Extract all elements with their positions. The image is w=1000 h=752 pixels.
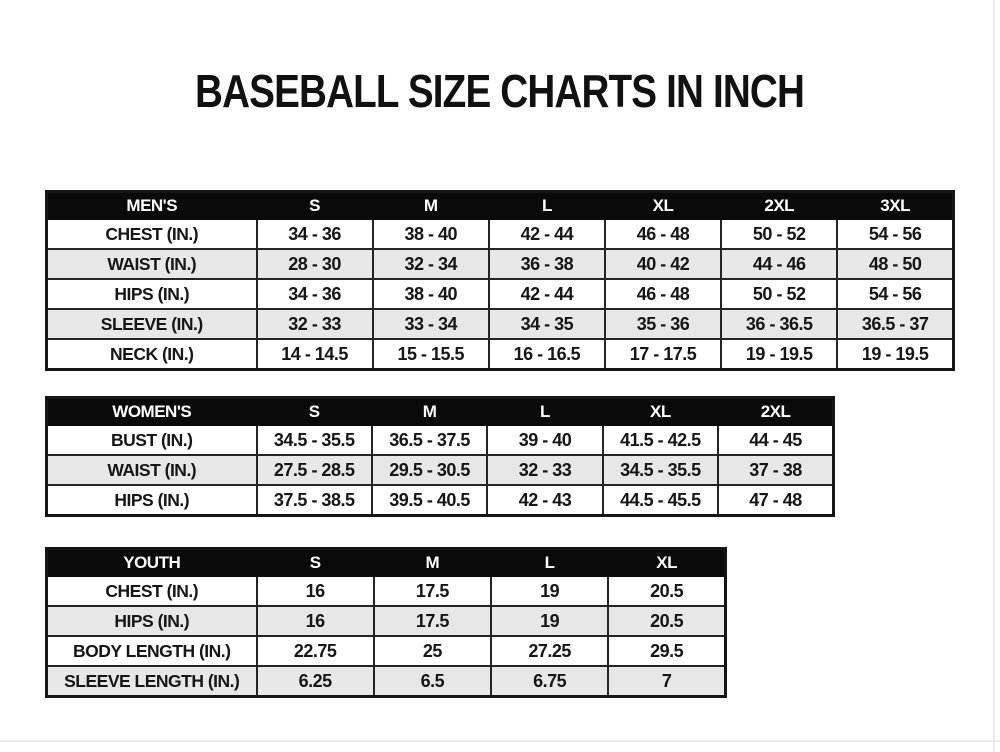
size-value-cell: 29.5 (608, 636, 725, 666)
row-label-cell: WAIST (IN.) (47, 249, 257, 279)
size-value-cell: 54 - 56 (837, 219, 953, 249)
size-value-cell: 27.5 - 28.5 (257, 455, 372, 485)
size-column-header: L (491, 549, 608, 577)
row-label-cell: CHEST (IN.) (47, 576, 257, 606)
size-value-cell: 6.25 (257, 666, 374, 697)
size-value-cell: 6.75 (491, 666, 608, 697)
size-value-cell: 17.5 (374, 576, 491, 606)
table-title-cell: YOUTH (47, 549, 257, 577)
table-row (47, 425, 834, 455)
size-value-cell: 32 - 33 (487, 455, 602, 485)
size-value-cell: 19 - 19.5 (721, 339, 837, 370)
size-value-cell: 20.5 (608, 606, 725, 636)
table-row (47, 576, 726, 606)
size-value-cell: 50 - 52 (721, 279, 837, 309)
size-value-cell: 29.5 - 30.5 (372, 455, 487, 485)
size-column-header: S (257, 549, 374, 577)
size-column-header: XL (608, 549, 725, 577)
size-value-cell: 38 - 40 (373, 219, 489, 249)
table-row (47, 666, 726, 697)
table-title-cell: MEN'S (47, 192, 257, 220)
table-row (47, 606, 726, 636)
table-row (47, 636, 726, 666)
size-value-cell: 46 - 48 (605, 219, 721, 249)
size-column-header: S (257, 192, 373, 220)
table-row (47, 249, 954, 279)
size-value-cell: 19 (491, 606, 608, 636)
size-value-cell: 17.5 (374, 606, 491, 636)
row-label-cell: BUST (IN.) (47, 425, 257, 455)
table-row (47, 219, 954, 249)
page-title-row (0, 65, 1000, 117)
size-value-cell: 37 - 38 (718, 455, 833, 485)
table-header-row (47, 549, 726, 577)
size-value-cell: 32 - 34 (373, 249, 489, 279)
size-value-cell: 36.5 - 37.5 (372, 425, 487, 455)
page-edge-line-bottom (0, 740, 1000, 742)
size-value-cell: 35 - 36 (605, 309, 721, 339)
size-column-header: L (487, 398, 602, 426)
size-value-cell: 46 - 48 (605, 279, 721, 309)
size-column-header: M (374, 549, 491, 577)
size-value-cell: 34.5 - 35.5 (603, 455, 718, 485)
size-value-cell: 37.5 - 38.5 (257, 485, 372, 516)
size-value-cell: 16 (257, 576, 374, 606)
size-value-cell: 38 - 40 (373, 279, 489, 309)
size-value-cell: 27.25 (491, 636, 608, 666)
size-value-cell: 22.75 (257, 636, 374, 666)
size-table-womens (45, 396, 835, 517)
size-value-cell: 42 - 43 (487, 485, 602, 516)
size-value-cell: 28 - 30 (257, 249, 373, 279)
size-value-cell: 15 - 15.5 (373, 339, 489, 370)
size-value-cell: 41.5 - 42.5 (603, 425, 718, 455)
size-value-cell: 54 - 56 (837, 279, 953, 309)
row-label-cell: CHEST (IN.) (47, 219, 257, 249)
size-value-cell: 34 - 36 (257, 279, 373, 309)
table-row (47, 309, 954, 339)
size-column-header: L (489, 192, 605, 220)
row-label-cell: SLEEVE LENGTH (IN.) (47, 666, 257, 697)
table-header-row (47, 192, 954, 220)
size-value-cell: 17 - 17.5 (605, 339, 721, 370)
size-column-header: S (257, 398, 372, 426)
table-title-cell: WOMEN'S (47, 398, 257, 426)
row-label-cell: WAIST (IN.) (47, 455, 257, 485)
row-label-cell: SLEEVE (IN.) (47, 309, 257, 339)
page-title: BASEBALL SIZE CHARTS IN INCH (195, 65, 805, 117)
size-value-cell: 40 - 42 (605, 249, 721, 279)
size-value-cell: 36 - 36.5 (721, 309, 837, 339)
size-value-cell: 20.5 (608, 576, 725, 606)
size-value-cell: 19 - 19.5 (837, 339, 953, 370)
size-value-cell: 44.5 - 45.5 (603, 485, 718, 516)
table-row (47, 485, 834, 516)
size-value-cell: 7 (608, 666, 725, 697)
size-value-cell: 14 - 14.5 (257, 339, 373, 370)
table-header-row (47, 398, 834, 426)
size-value-cell: 6.5 (374, 666, 491, 697)
row-label-cell: HIPS (IN.) (47, 606, 257, 636)
row-label-cell: HIPS (IN.) (47, 485, 257, 516)
size-column-header: M (372, 398, 487, 426)
size-value-cell: 33 - 34 (373, 309, 489, 339)
row-label-cell: BODY LENGTH (IN.) (47, 636, 257, 666)
size-table-youth (45, 547, 727, 698)
row-label-cell: HIPS (IN.) (47, 279, 257, 309)
size-column-header: XL (603, 398, 718, 426)
size-value-cell: 42 - 44 (489, 279, 605, 309)
size-column-header: 3XL (837, 192, 953, 220)
page-edge-line-right (993, 0, 995, 752)
size-value-cell: 44 - 45 (718, 425, 833, 455)
table-row (47, 339, 954, 370)
size-value-cell: 19 (491, 576, 608, 606)
table-row (47, 455, 834, 485)
size-column-header: 2XL (721, 192, 837, 220)
size-value-cell: 48 - 50 (837, 249, 953, 279)
size-tables-container (45, 190, 1000, 698)
size-value-cell: 50 - 52 (721, 219, 837, 249)
table-row (47, 279, 954, 309)
size-value-cell: 34.5 - 35.5 (257, 425, 372, 455)
size-value-cell: 39 - 40 (487, 425, 602, 455)
size-value-cell: 34 - 36 (257, 219, 373, 249)
size-value-cell: 25 (374, 636, 491, 666)
size-value-cell: 32 - 33 (257, 309, 373, 339)
size-value-cell: 16 (257, 606, 374, 636)
size-column-header: M (373, 192, 489, 220)
size-value-cell: 39.5 - 40.5 (372, 485, 487, 516)
size-table-mens (45, 190, 955, 371)
size-value-cell: 44 - 46 (721, 249, 837, 279)
size-column-header: 2XL (718, 398, 833, 426)
size-value-cell: 42 - 44 (489, 219, 605, 249)
size-value-cell: 34 - 35 (489, 309, 605, 339)
size-value-cell: 36 - 38 (489, 249, 605, 279)
size-column-header: XL (605, 192, 721, 220)
size-value-cell: 47 - 48 (718, 485, 833, 516)
size-value-cell: 36.5 - 37 (837, 309, 953, 339)
row-label-cell: NECK (IN.) (47, 339, 257, 370)
size-value-cell: 16 - 16.5 (489, 339, 605, 370)
